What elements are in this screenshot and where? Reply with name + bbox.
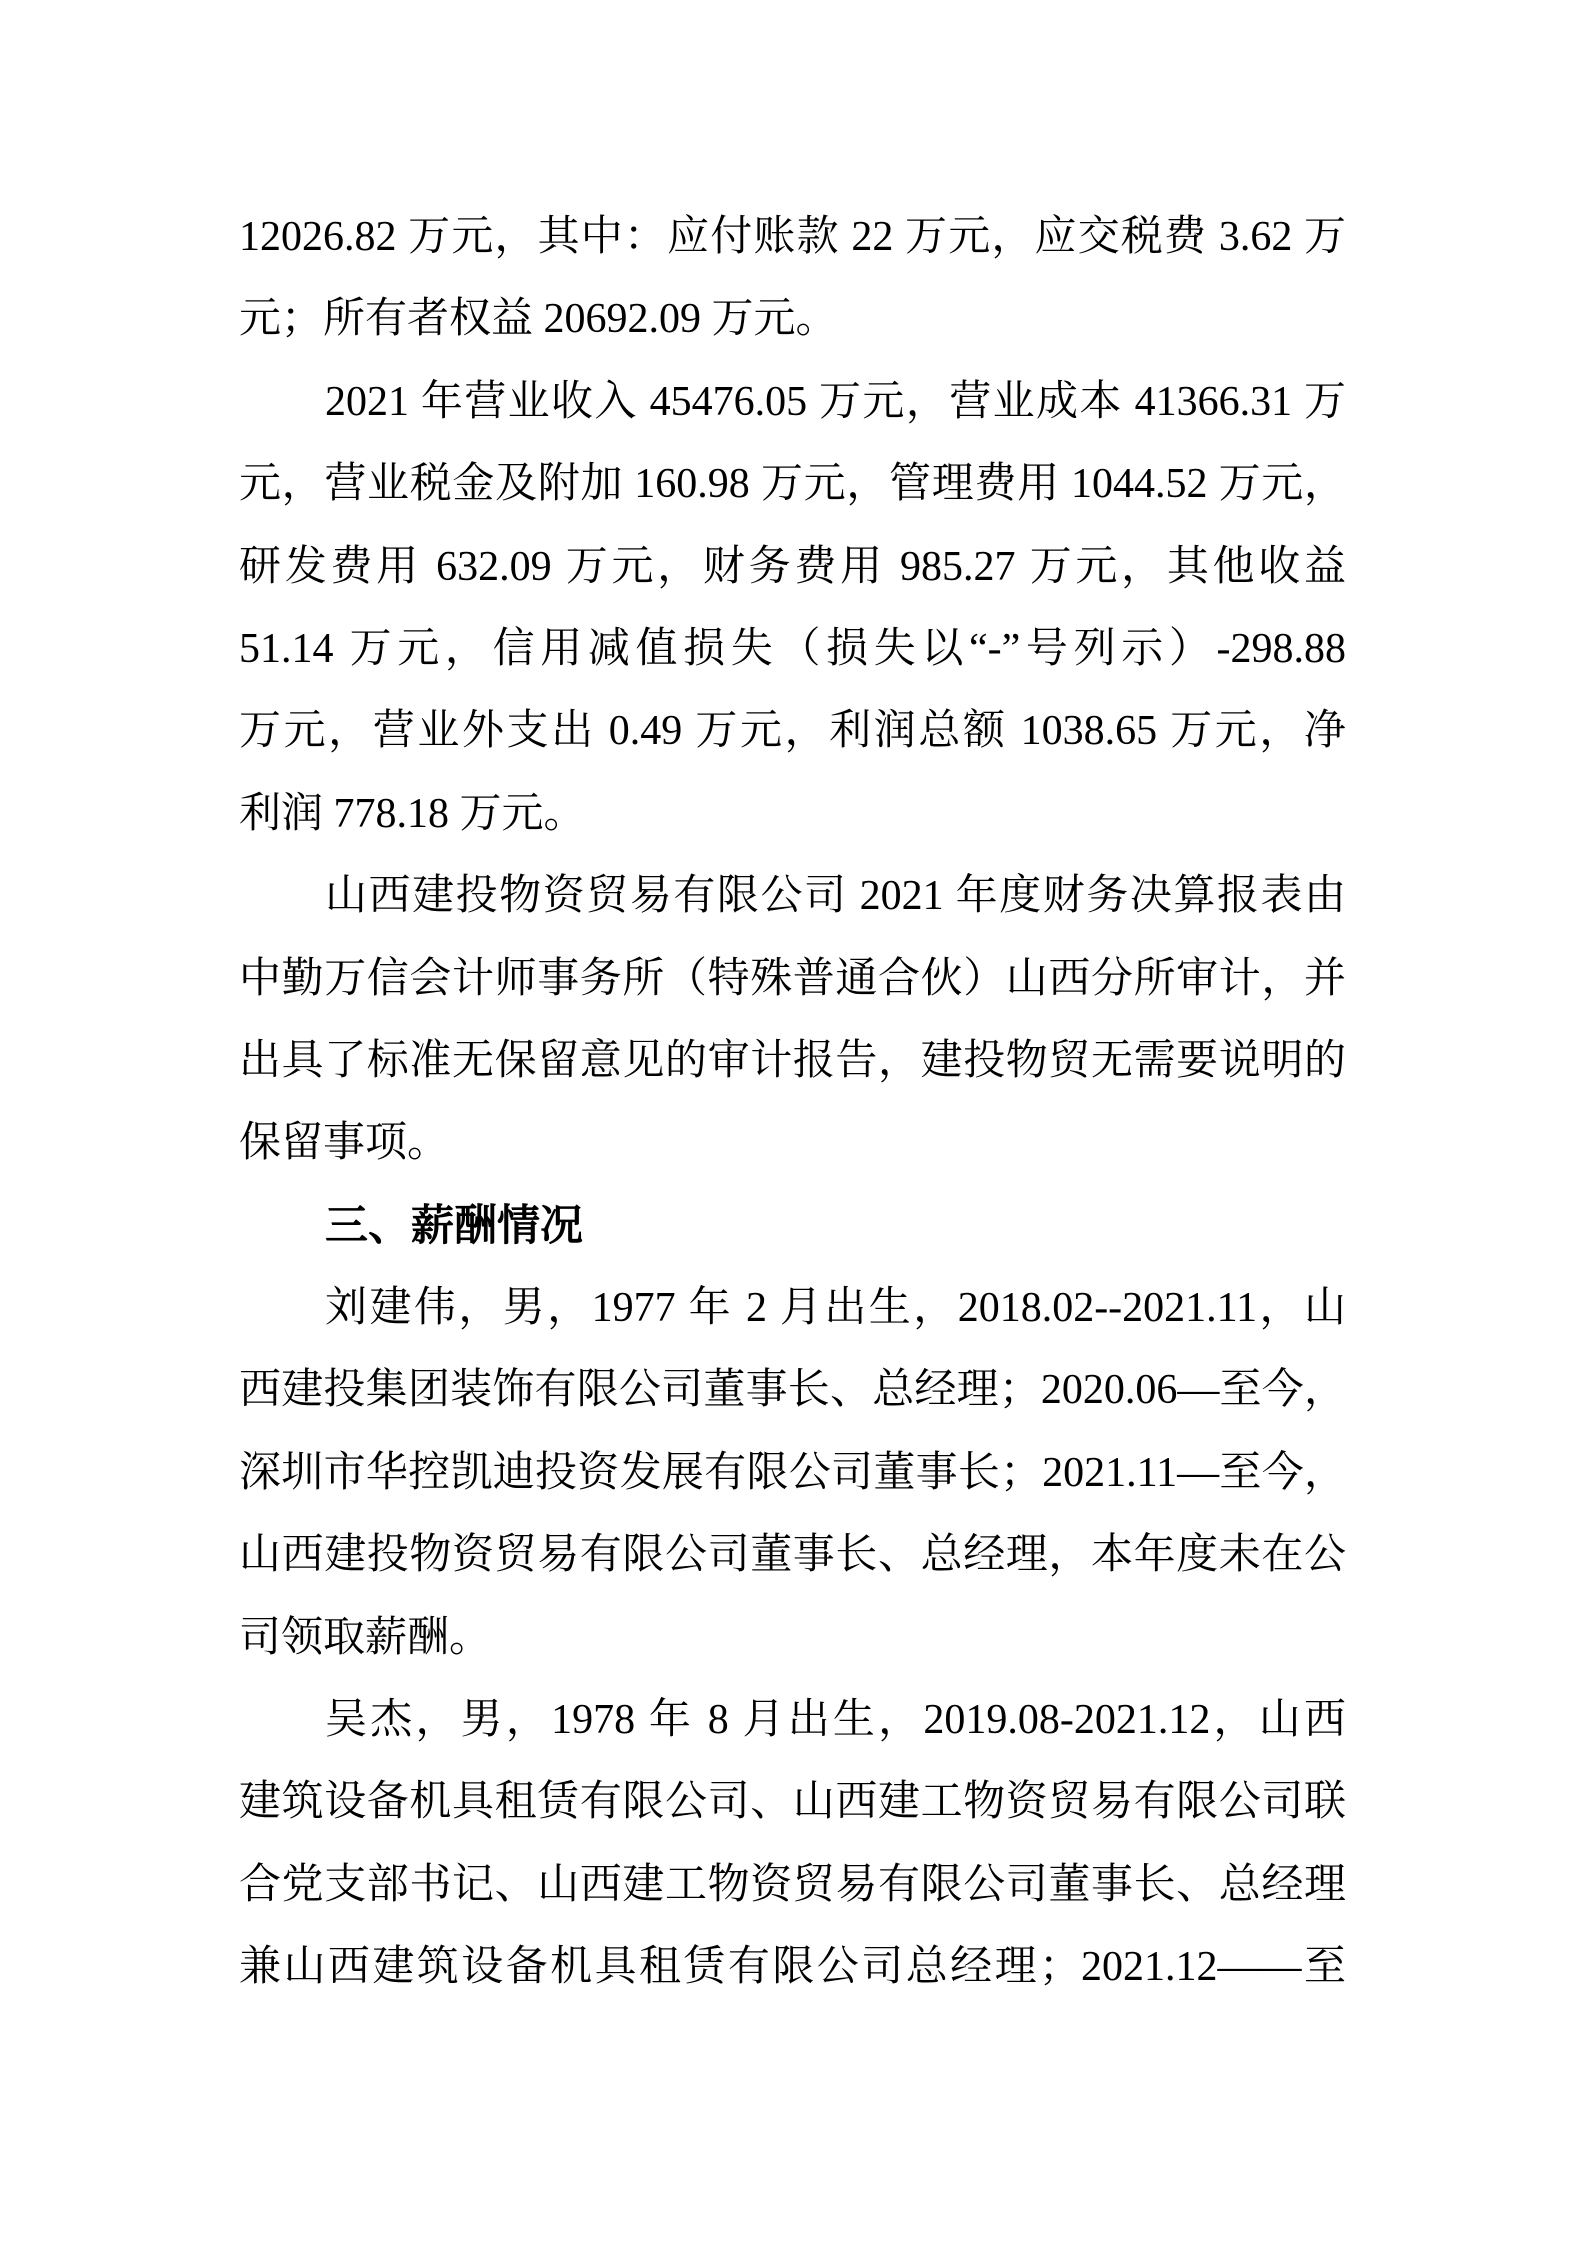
document-text-block (239, 196, 1346, 2009)
text-line: 51.14 万元，信用减值损失（损失以“-”号列示）-298.88 (239, 625, 1346, 672)
text-line: 保留事项。 (239, 1120, 450, 1167)
text-line: 中勤万信会计师事务所（特殊普通合伙）山西分所审计，并 (239, 955, 1346, 1002)
text-line: 西建投集团装饰有限公司董事长、总经理；2020.06—至今， (239, 1367, 1346, 1414)
text-line: 2021 年营业收入 45476.05 万元，营业成本 41366.31 万 (325, 378, 1346, 425)
text-line: 司领取薪酬。 (239, 1614, 492, 1661)
text-line: 元；所有者权益 20692.09 万元。 (239, 296, 838, 343)
text-line: 12026.82 万元，其中：应付账款 22 万元，应交税费 3.62 万 (239, 214, 1346, 260)
text-line: 出具了标准无保留意见的审计报告，建投物贸无需要说明的 (239, 1037, 1346, 1084)
section-heading-salary: 三、薪酬情况 (325, 1201, 583, 1250)
text-line: 元，营业税金及附加 160.98 万元，管理费用 1044.52 万元， (239, 461, 1346, 508)
text-line: 合党支部书记、山西建工物资贸易有限公司董事长、总经理 (239, 1861, 1346, 1908)
text-line: 吴杰，男，1978 年 8 月出生，2019.08-2021.12，山西 (325, 1697, 1346, 1744)
text-line: 兼山西建筑设备机具租赁有限公司总经理；2021.12——至 (239, 1944, 1346, 1991)
text-line: 万元，营业外支出 0.49 万元，利润总额 1038.65 万元，净 (239, 708, 1346, 755)
text-line: 研发费用 632.09 万元，财务费用 985.27 万元，其他收益 (239, 543, 1346, 590)
text-line: 建筑设备机具租赁有限公司、山西建工物资贸易有限公司联 (239, 1779, 1346, 1826)
text-line: 山西建投物资贸易有限公司董事长、总经理，本年度未在公 (239, 1532, 1346, 1579)
text-line: 刘建伟，男，1977 年 2 月出生，2018.02--2021.11，山 (325, 1285, 1346, 1332)
text-line: 利润 778.18 万元。 (239, 790, 586, 837)
text-line: 深圳市华控凯迪投资发展有限公司董事长；2021.11—至今， (239, 1449, 1346, 1496)
text-line: 山西建投物资贸易有限公司 2021 年度财务决算报表由 (325, 873, 1346, 920)
